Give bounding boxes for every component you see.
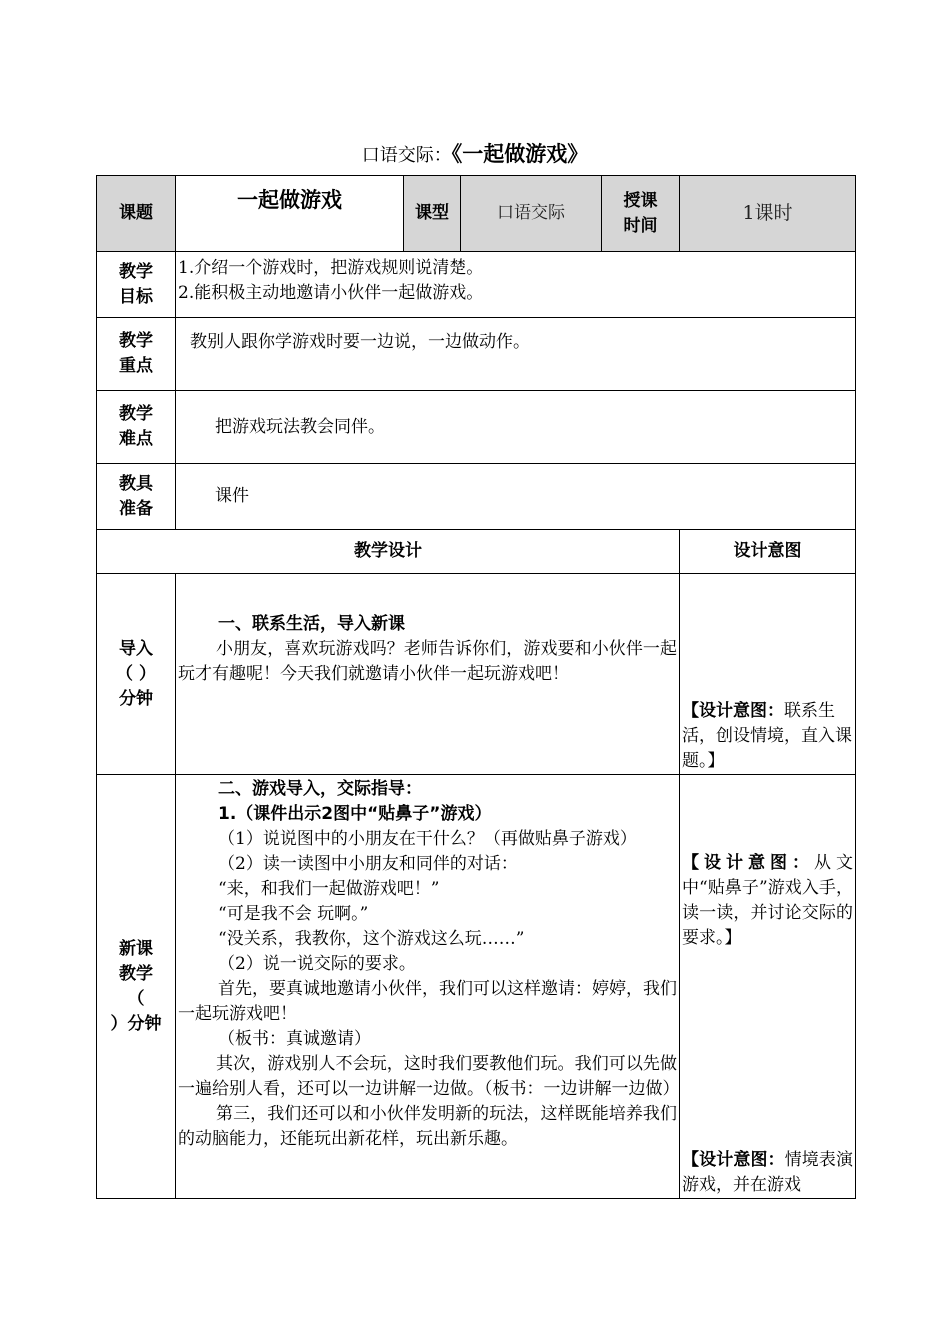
title-main: 《一起做游戏》 [451,142,589,166]
lesson-heading: 二、游戏导入，交际指导： [218,779,422,799]
goal-line-1: 1.介绍一个游戏时，把游戏规则说清楚。 [178,258,484,278]
lesson-intent-1: 【设计意图：从文中“贴鼻子”游戏入手，读一读，并讨论交际的要求。】 [682,853,853,948]
tools-text: 课件 [176,464,856,530]
lesson-line: （1）说说图中的小朋友在干什么？（再做贴鼻子游戏） [218,829,637,849]
lesson-line: 第三，我们还可以和小伙伴发明新的玩法，这样既能培养我们的动脑能力，还能玩出新花样，玩出新乐趣。 [178,1104,677,1149]
lesson-line: （2）读一读图中小朋友和同伴的对话： [218,854,518,874]
goal-line-2: 2.能积极主动地邀请小伙伴一起做游戏。 [178,283,484,303]
time-value: 1课时 [680,176,856,252]
goals-label: 教学目标 [97,252,176,318]
intro-label: 导入 （ ） 分钟 [97,574,176,775]
tools-label: 教具准备 [97,464,176,530]
lesson-line: 首先，要真诚地邀请小伙伴，我们可以这样邀请：婷婷，我们一起玩游戏吧！ [178,979,677,1024]
key-label: 教学重点 [97,318,176,391]
intent-header: 设计意图 [680,530,856,574]
design-header: 教学设计 [97,530,680,574]
difficulty-label: 教学难点 [97,391,176,464]
lesson-line: “来，和我们一起做游戏吧！” [218,879,440,899]
difficulty-text: 把游戏玩法教会同伴。 [176,391,856,464]
lesson-line: “可是我不会 玩啊。” [218,904,369,924]
lesson-sub1: 1.（课件出示2图中“贴鼻子”游戏） [218,804,492,824]
lesson-plan-table [96,175,856,1199]
page-title [0,138,950,168]
topic-label: 课题 [97,176,176,252]
key-text: 教别人跟你学游戏时要一边说，一边做动作。 [176,318,856,391]
goals-content [176,252,856,318]
type-label: 课型 [404,176,461,252]
lesson-line: （2）说一说交际的要求。 [218,954,416,974]
topic-value: 一起做游戏 [176,176,404,252]
lesson-label: 新课 教学 （ ）分钟 [97,775,176,1199]
type-value: 口语交际 [461,176,602,252]
intro-intent: 【设计意图：联系生活，创设情境，直入课题。】 [680,574,856,775]
time-label: 授课时间 [602,176,680,252]
lesson-line: （板书：真诚邀请） [218,1029,371,1049]
intro-heading: 一、联系生活，导入新课 [218,614,405,634]
intro-content [176,574,680,775]
lesson-content [176,775,680,1199]
lesson-line: 其次，游戏别人不会玩，这时我们要教他们玩。我们可以先做一遍给别人看，还可以一边讲解一边做。（板书：一边讲解一边做） [178,1054,680,1099]
title-prefix: 口语交际： [361,145,452,166]
intro-body: 小朋友，喜欢玩游戏吗？老师告诉你们，游戏要和小伙伴一起玩才有趣呢！今天我们就邀请小伙伴一起玩游戏吧！ [178,639,677,684]
lesson-intent-2: 【设计意图：情境表演游戏，并在游戏 [682,1150,854,1195]
lesson-line: “没关系，我教你，这个游戏这么玩……” [218,929,525,949]
lesson-intent [680,775,856,1199]
